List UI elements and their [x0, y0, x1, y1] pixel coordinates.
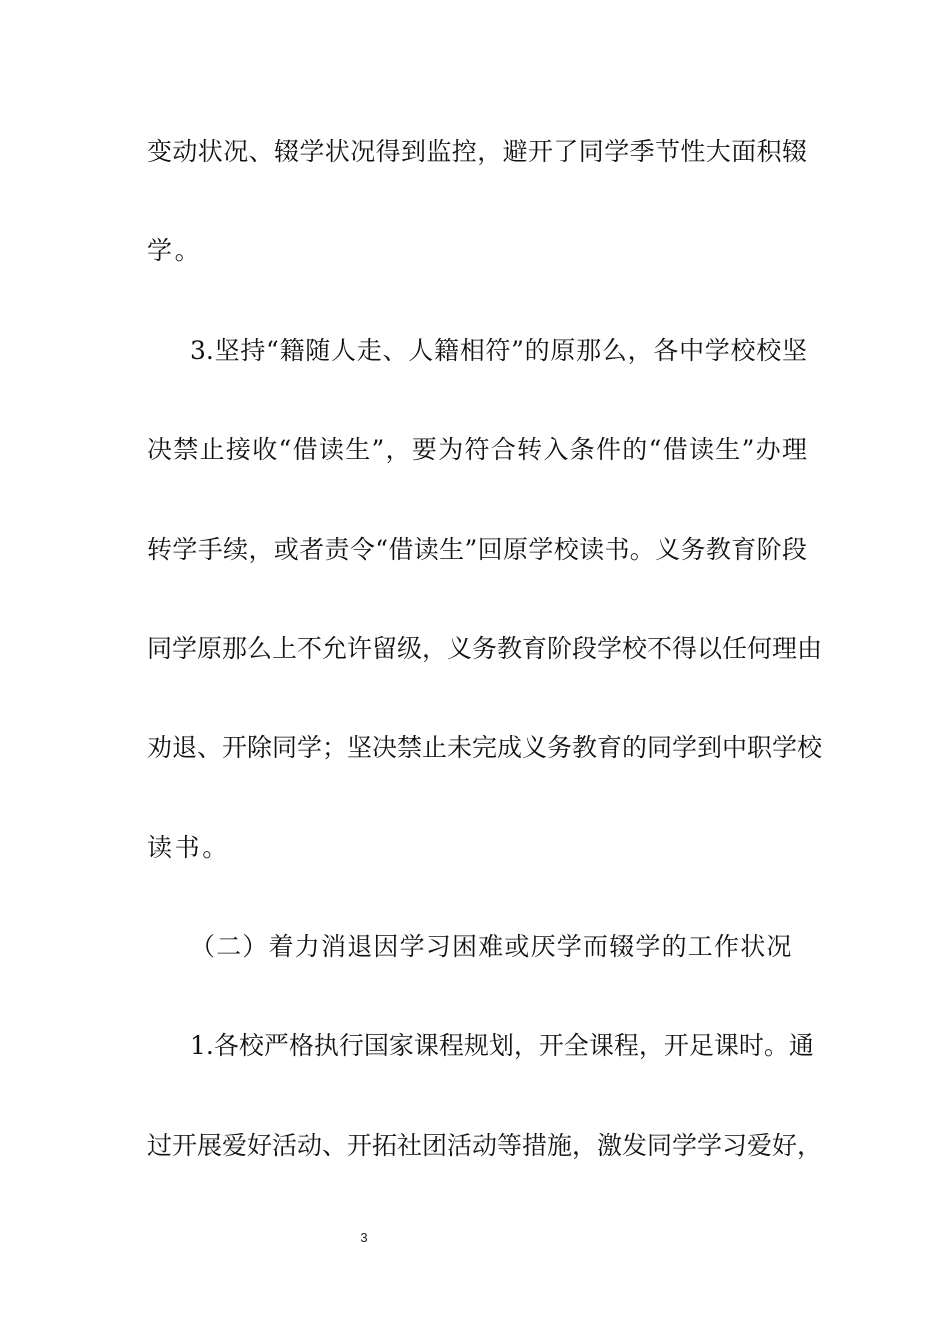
text-line: 决禁止接收“借读生”，要为符合转入条件的“借读生”办理	[147, 435, 807, 464]
text-line: 过开展爱好活动、开拓社团活动等措施，激发同学学习爱好，	[147, 1131, 823, 1160]
text-line: 转学手续，或者责令“借读生”回原学校读书。义务教育阶段	[147, 535, 807, 564]
section-heading: （二）着力消退因学习困难或厌学而辍学的工作状况	[190, 932, 793, 961]
text-line: 读书。	[147, 833, 230, 862]
text-line: 变动状况、辍学状况得到监控，避开了同学季节性大面积辍	[147, 137, 807, 166]
text-line: 劝退、开除同学；坚决禁止未完成义务教育的同学到中职学校	[147, 733, 823, 762]
text-line: 学。	[147, 236, 203, 265]
paragraph-start-line: 3.坚持“籍随人走、人籍相符”的原那么，各中学校校坚	[190, 336, 807, 365]
page-number: 3	[360, 1230, 368, 1245]
paragraph-start-line: 1.各校严格执行国家课程规划，开全课程，开足课时。通	[190, 1031, 814, 1060]
text-line: 同学原那么上不允许留级，义务教育阶段学校不得以任何理由	[147, 634, 823, 663]
